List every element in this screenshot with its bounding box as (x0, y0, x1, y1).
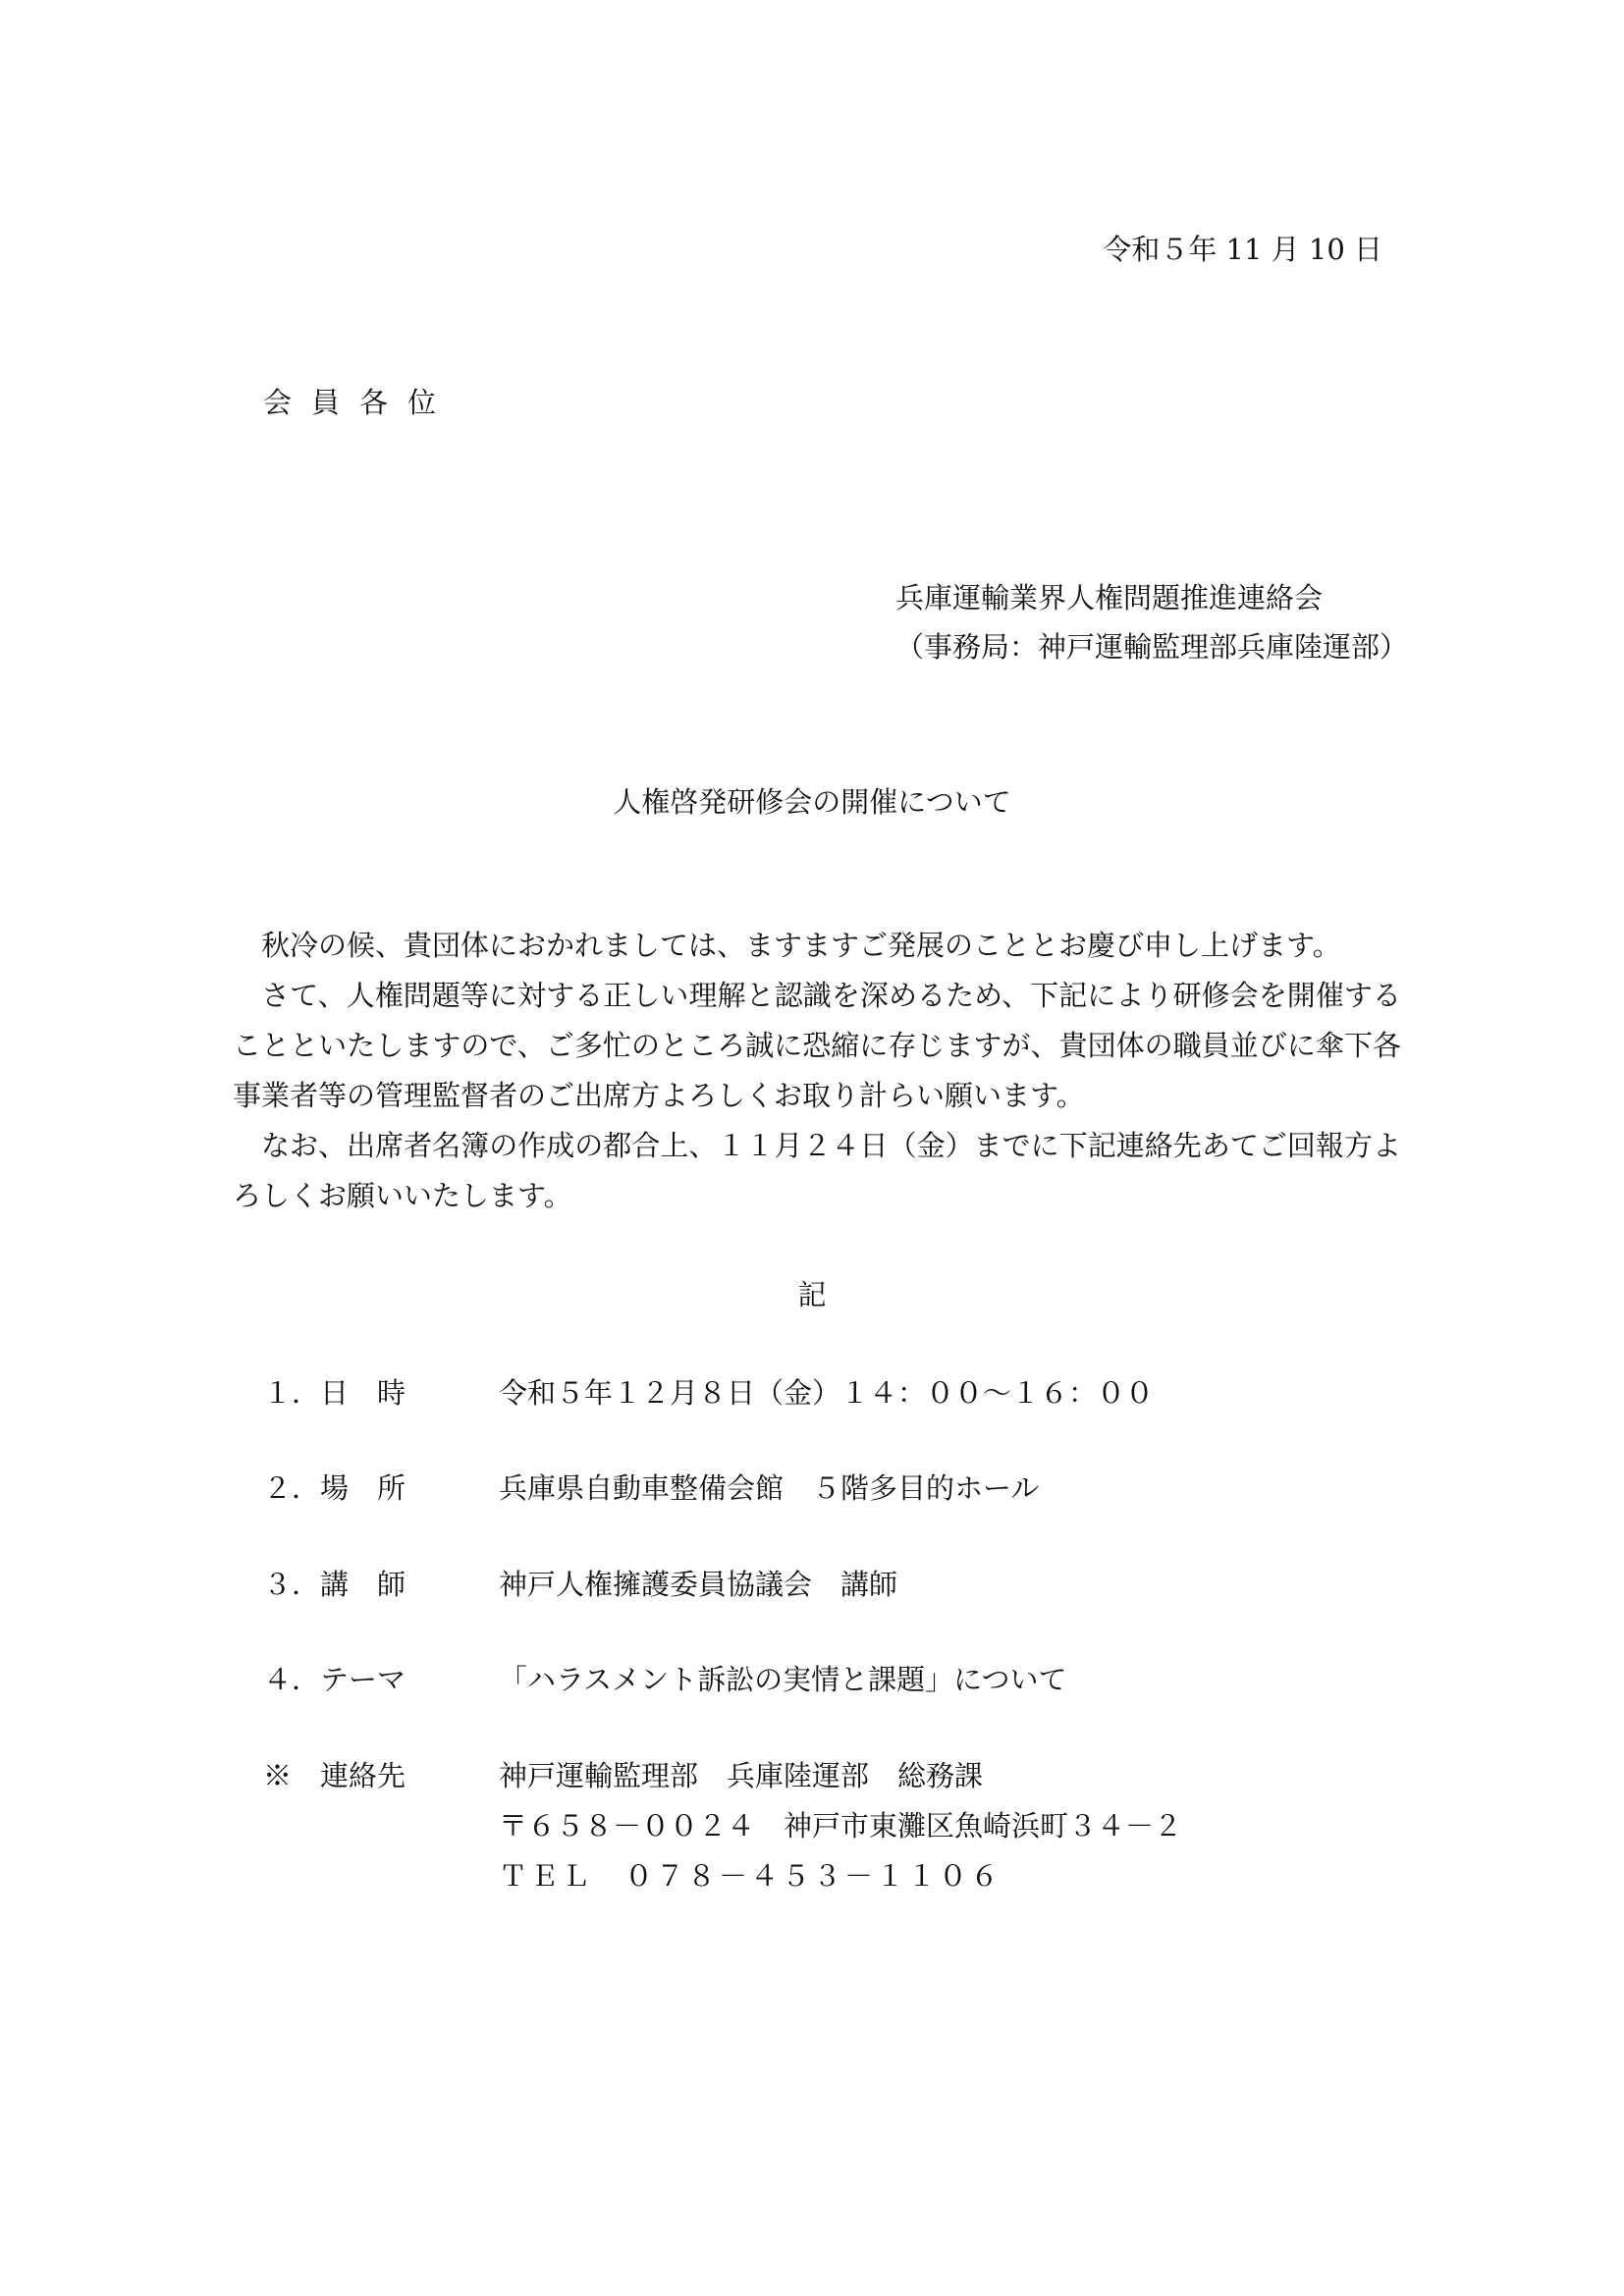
item-venue (263, 1471, 1040, 1505)
ki-heading: 記 (797, 1278, 827, 1311)
sender-organization: 兵庫運輸業界人権問題推進連絡会 (895, 581, 1324, 614)
contact-phone: ＴＥＬ ０７８－４５３－１１０６ (499, 1859, 1002, 1893)
addressee: 会員各位 (263, 386, 457, 419)
item-value: 令和５年１２月８日（金）１４：００～１６：００ (499, 1376, 1155, 1410)
item-contact (263, 1759, 984, 1792)
body-paragraph: さて、人権問題等に対する正しい理解と認識を深めるため、下記により研修会を開催することといたしますので、ご多忙のところ誠に恐縮に存じますが、貴団体の職員並びに傘下各事業者等の管理監督者のご出席方よろしくお取り計らい願います。 (233, 979, 1401, 1112)
item-value: 「ハラスメント訴訟の実情と課題」について (499, 1663, 1067, 1696)
body-paragraph: なお、出席者名簿の作成の都合上、１１月２４日（金）までに下記連絡先あてご回報方よろしくお願いいたします。 (233, 1129, 1401, 1212)
document-date: 令和５年 11 月 10 日 (1103, 233, 1382, 266)
sender-office: （事務局：神戸運輸監理部兵庫陸運部） (895, 630, 1409, 664)
item-lecturer (263, 1568, 898, 1601)
item-value: 神戸人権擁護委員協議会 講師 (499, 1568, 898, 1601)
body-text (233, 921, 1401, 1221)
contact-line: 神戸運輸監理部 兵庫陸運部 総務課 (499, 1759, 984, 1792)
contact-address: 〒６５８－００２４ 神戸市東灘区魚崎浜町３４－２ (499, 1809, 1183, 1842)
item-label: ３．講 師 (263, 1568, 406, 1601)
item-datetime (263, 1376, 1155, 1410)
body-paragraph: 秋冷の候、貴団体におかれましては、ますますご発展のこととお慶び申し上げます。 (261, 929, 1341, 962)
contact-label: ※ 連絡先 (263, 1759, 406, 1792)
item-label: ２．場 所 (263, 1471, 406, 1505)
item-theme (263, 1663, 1067, 1696)
item-label: ４．テーマ (263, 1663, 406, 1696)
item-label: １．日 時 (263, 1376, 406, 1410)
item-value: 兵庫県自動車整備会館 ５階多目的ホール (499, 1471, 1040, 1505)
document-title: 人権啓発研修会の開催について (613, 785, 1011, 819)
